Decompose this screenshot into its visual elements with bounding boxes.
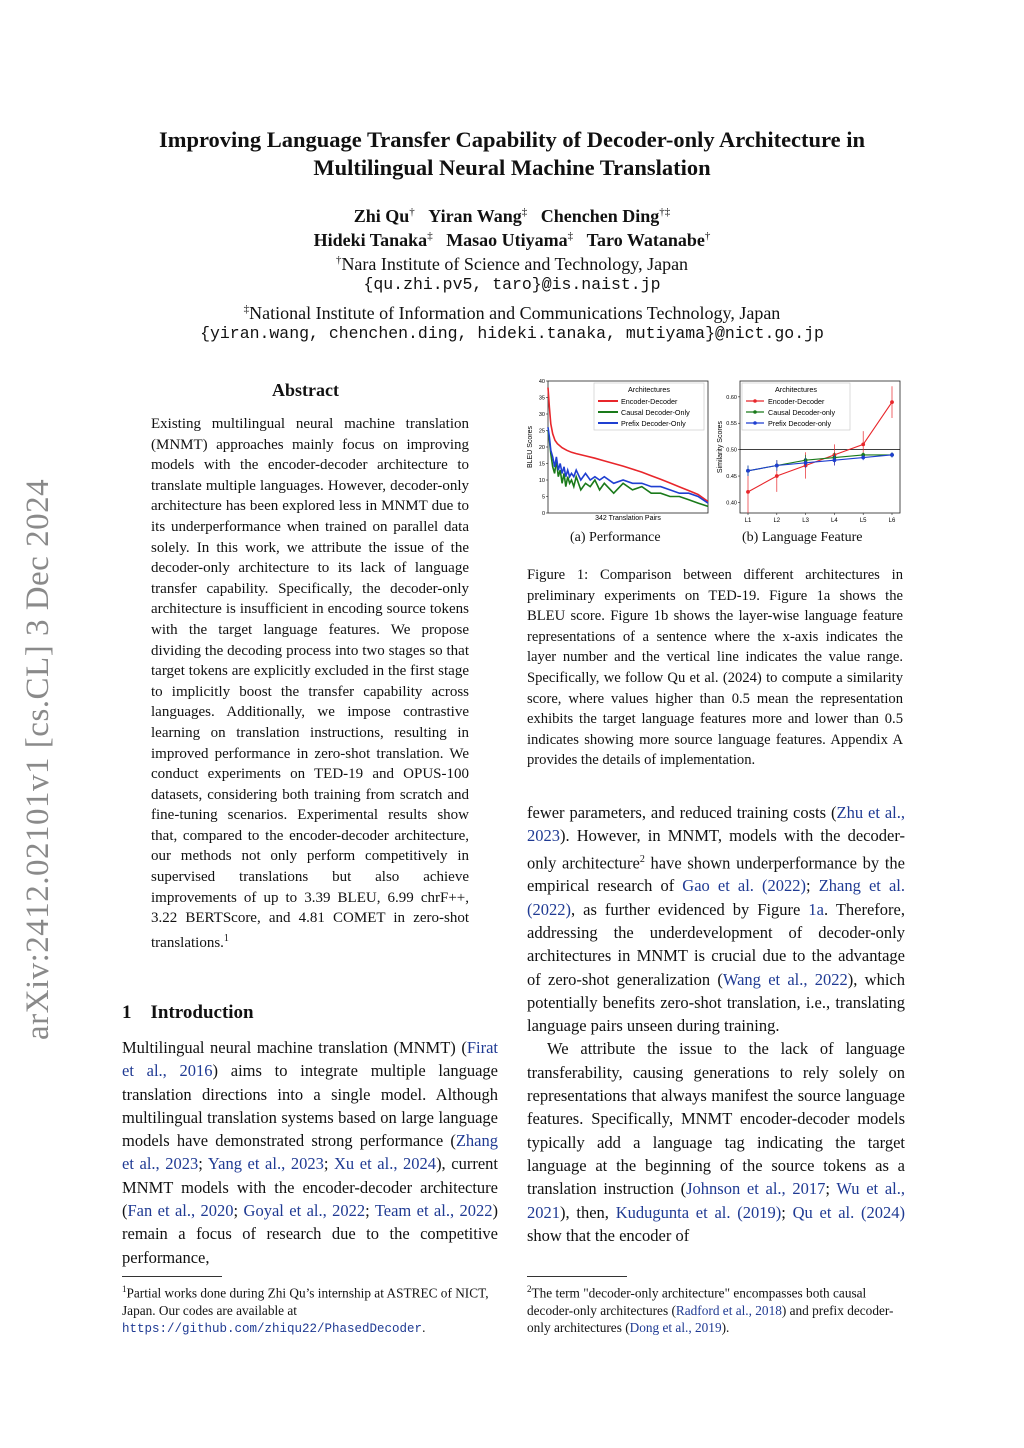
chart-language-feature: [716, 374, 906, 526]
legend-title: Architectures: [628, 385, 670, 394]
paragraph: [527, 1037, 905, 1247]
text-run: ;: [233, 1201, 244, 1221]
legend: [594, 383, 704, 430]
title-line-2: Multilingual Neural Machine Translation: [313, 155, 711, 180]
data-point: [890, 453, 894, 457]
data-point: [861, 456, 865, 460]
y-tick-label: 0.60: [726, 394, 737, 401]
x-tick-label: L2: [773, 518, 781, 524]
legend-marker: [753, 421, 757, 425]
right-column-text: [527, 801, 905, 1247]
section-title: Introduction: [150, 1002, 254, 1023]
abstract-body: [151, 414, 469, 953]
legend: [742, 383, 850, 430]
author-affiliation-mark: †‡: [659, 206, 671, 218]
citation-link[interactable]: Radford et al., 2018: [675, 1302, 782, 1318]
data-point: [746, 490, 750, 494]
y-tick-label: 10: [538, 478, 545, 484]
author-name: Chenchen Ding: [540, 206, 660, 226]
citation-link[interactable]: Qu et al. (2024): [792, 1202, 905, 1222]
legend-label: Causal Decoder-Only: [621, 408, 690, 417]
footnote-1: [122, 1281, 504, 1339]
footnote-mark: 2: [639, 853, 645, 865]
author-name: Zhi Qu: [353, 206, 410, 226]
y-axis-label: BLEU Scores: [527, 425, 534, 469]
author-name: Masao Utiyama: [446, 230, 568, 250]
data-point: [746, 469, 750, 473]
y-tick-label: 35: [538, 395, 545, 402]
footnote-rule: [527, 1276, 627, 1277]
x-tick-label: L4: [831, 518, 838, 524]
footnote-2: [527, 1281, 907, 1337]
subcaption-a: (a) Performance: [570, 530, 661, 545]
affiliation-mark: †: [335, 254, 342, 266]
citation-link[interactable]: Gao et al. (2022): [682, 876, 807, 896]
data-point: [775, 474, 779, 478]
text-run: ), current MNMT models with the encoder-decoder architecture (: [122, 1154, 499, 1221]
citation-link[interactable]: Wang et al., 2022: [722, 969, 848, 989]
data-point: [775, 464, 779, 468]
citation-link[interactable]: Kudugunta et al. (2019): [615, 1202, 782, 1222]
citation-link[interactable]: Dong et al., 2019: [629, 1320, 722, 1336]
data-point: [890, 400, 894, 404]
section-number: 1: [122, 1002, 132, 1023]
y-tick-label: 0.50: [726, 447, 737, 454]
citation-link[interactable]: Zhang et al. (2022): [527, 876, 905, 919]
footnote-mark: 2: [527, 1284, 532, 1294]
paragraph: [527, 801, 905, 1037]
y-tick-label: 0: [541, 511, 545, 517]
abstract-heading: Abstract: [272, 380, 339, 400]
footnote-rule: [122, 1276, 222, 1277]
data-point: [804, 461, 808, 465]
affiliation-1: [100, 248, 924, 276]
email-1: {qu.zhi.pv5, taro}@is.naist.jp: [363, 275, 661, 294]
y-tick-label: 5: [541, 494, 545, 501]
x-tick-label: L6: [888, 518, 896, 524]
text-run: ;: [365, 1201, 375, 1221]
text-run: ;: [323, 1154, 335, 1174]
subcaption-b: (b) Language Feature: [742, 530, 863, 545]
introduction-paragraph: [122, 1036, 498, 1269]
text-run: ), then,: [560, 1202, 616, 1222]
text-run: have shown underperformance by the empirical research of: [527, 853, 905, 896]
x-tick-label: L3: [802, 518, 809, 524]
y-tick-label: 0.55: [726, 421, 737, 428]
x-tick-label: L5: [859, 518, 867, 524]
y-tick-label: 15: [538, 461, 545, 468]
x-axis-label: 342 Translation Pairs: [595, 515, 661, 522]
y-tick-label: 0.45: [726, 474, 737, 481]
citation-link[interactable]: Zhu et al., 2023: [527, 803, 905, 846]
citation-link[interactable]: Johnson et al., 2017: [686, 1179, 826, 1199]
text-run: The term "decoder-only architecture" encompasses both causal decoder-only architectures (: [527, 1285, 867, 1318]
footnote-mark: 1: [122, 1284, 127, 1294]
legend-label: Prefix Decoder-only: [768, 419, 832, 428]
paper-title: [100, 126, 924, 182]
author-affiliation-mark: †: [409, 206, 415, 218]
text-run: fewer parameters, and reduced training costs (: [527, 803, 837, 822]
legend-marker: [753, 399, 757, 403]
text-run: ;: [781, 1202, 793, 1222]
text-run: .: [422, 1320, 426, 1336]
legend-title: Architectures: [775, 385, 817, 394]
citation-link[interactable]: Fan et al., 2020: [127, 1201, 234, 1221]
y-tick-label: 0.40: [726, 500, 737, 507]
legend-label: Prefix Decoder-Only: [621, 419, 686, 428]
citation-link[interactable]: Wu et al., 2021: [527, 1179, 905, 1222]
text-run: ;: [825, 1179, 837, 1199]
citation-link[interactable]: Goyal et al., 2022: [243, 1201, 366, 1221]
affiliation-name: National Institute of Information and Communications Technology, Japan: [249, 303, 781, 323]
citation-link[interactable]: Firat et al., 2016: [122, 1038, 498, 1081]
footnote-mark: 1: [223, 932, 229, 944]
chart-bleu-performance: [526, 374, 710, 526]
affiliation-name: Nara Institute of Science and Technology, Japan: [341, 254, 689, 274]
author-name: Yiran Wang: [428, 206, 522, 226]
email-2: {yiran.wang, chenchen.ding, hideki.tanaka, mutiyama}@nict.go.jp: [200, 324, 824, 343]
text-run: , as further evidenced by Figure: [571, 899, 809, 919]
citation-link[interactable]: Yang et al., 2023: [207, 1154, 324, 1174]
text-run: ), which potentially benefits zero-shot translation, i.e., translating language pairs unseen during training.: [527, 969, 905, 1036]
citation-link[interactable]: Xu et al., 2024: [334, 1154, 437, 1174]
footnote-text: Partial works done during Zhi Qu’s internship at ASTREC of NICT, Japan. Our codes are available at: [122, 1285, 489, 1318]
data-point: [861, 442, 865, 446]
text-run: Multilingual neural machine translation (MNMT) (: [122, 1038, 467, 1057]
text-run: We attribute the issue to the lack of language transferability, causing generations to rely solely on representations that always manifest the source language features. Specifically, MNMT encoder-decoder models typically add a language tag indicating the target language at the beginning of the source tokens as a translation instruction (: [527, 1039, 905, 1199]
affiliation-mark: ‡: [243, 303, 250, 315]
x-tick-label: L1: [744, 518, 752, 524]
author-affiliation-mark: ‡: [521, 206, 528, 218]
y-tick-label: 40: [538, 379, 545, 385]
legend-marker: [753, 410, 757, 414]
text-run: ) and prefix decoder-only architectures (: [527, 1302, 894, 1336]
legend-label: Encoder-Decoder: [768, 397, 825, 406]
y-tick-label: 20: [538, 445, 545, 451]
text-run: ) aims to integrate multiple language translation directions into a single model. Although multilingual translation systems based on large language models have demonstrated strong performance (: [122, 1061, 498, 1151]
citation-link[interactable]: Team et al., 2022: [374, 1201, 493, 1221]
arxiv-stamp: arXiv:2412.02101v1 [cs.CL] 3 Dec 2024: [20, 478, 56, 1040]
y-axis-label: Similarity Scores: [717, 420, 724, 474]
legend-label: Encoder-Decoder: [621, 397, 678, 406]
text-run: . Therefore, addressing the underdevelopment of decoder-only architectures in MNMT is crucial due to the advantage of zero-shot generalization (: [527, 899, 905, 989]
legend-label: Causal Decoder-only: [768, 408, 836, 417]
code-url-link[interactable]: https://github.com/zhiqu22/PhasedDecoder: [122, 1322, 423, 1337]
citation-link[interactable]: Zhang et al., 2023: [122, 1131, 498, 1174]
y-tick-label: 30: [538, 412, 545, 418]
text-run: ).: [721, 1320, 730, 1336]
author-name: Hideki Tanaka: [313, 230, 428, 250]
section-heading-introduction: [122, 1002, 254, 1024]
title-line-1: Improving Language Transfer Capability of Decoder-only Architecture in: [158, 127, 866, 152]
figure-ref-link[interactable]: 1a: [808, 899, 824, 919]
text-run: ) remain a focus of research due to the competitive performance,: [122, 1201, 498, 1267]
text-run: ;: [198, 1154, 208, 1174]
author-affiliation-mark: †: [704, 230, 711, 242]
affiliation-2: [100, 297, 924, 325]
author-name: Taro Watanabe: [586, 230, 705, 250]
author-affiliation-mark: ‡: [427, 230, 433, 242]
data-point: [833, 458, 837, 462]
text-run: ). However, in MNMT, models with the decoder-only architecture: [527, 826, 905, 873]
figure-caption: Figure 1: Comparison between different architectures in preliminary experiments on TED-19. Figure 1a shows the BLEU score. Figure 1b shows the layer-wise language feature representations of a sentence where the x-axis indicates the layer number and the vertical line indicates the value range. Specifically, we follow Qu et al. (2024) to compute a similarity score, where values higher than 0.5 mean the representation exhibits the target language features more and lower than 0.5 indicates showing more source language features. Appendix A provides the details of implementation.: [527, 567, 903, 769]
text-run: ;: [806, 876, 819, 896]
text-run: show that the encoder of: [527, 1225, 690, 1245]
author-affiliation-mark: ‡: [567, 230, 574, 242]
y-tick-label: 25: [538, 428, 545, 435]
abstract-text: Existing multilingual neural machine translation (MNMT) approaches mainly focus on improving models with the encoder-decoder architecture to translate multiple languages. However, decoder-only architecture has been explored less in MNMT due to its underperformance when trained on parallel data solely. In this work, we attribute the issue of the decoder-only architecture to its lack of language transfer capability. Specifically, the decoder-only architecture is insufficient in encoding source tokens with the target language features. We propose dividing the decoding process into two stages so that target tokens are explicitly excluded in the first stage to implicitly boost the transfer capability across languages. Additionally, we impose contrastive learning on translation instructions, resulting in improved performance in zero-shot translation. We conduct experiments on TED-19 and OPUS-100 datasets, considering both training from scratch and fine-tuning scenarios. Experimental results show that, compared to the encoder-decoder architecture, our methods not only perform competitively in supervised translations but also achieve improvements of up to 3.39 BLEU, 6.99 chrF++, 3.22 BERTScore, and 4.81 COMET in zero-shot translations.: [151, 416, 469, 951]
